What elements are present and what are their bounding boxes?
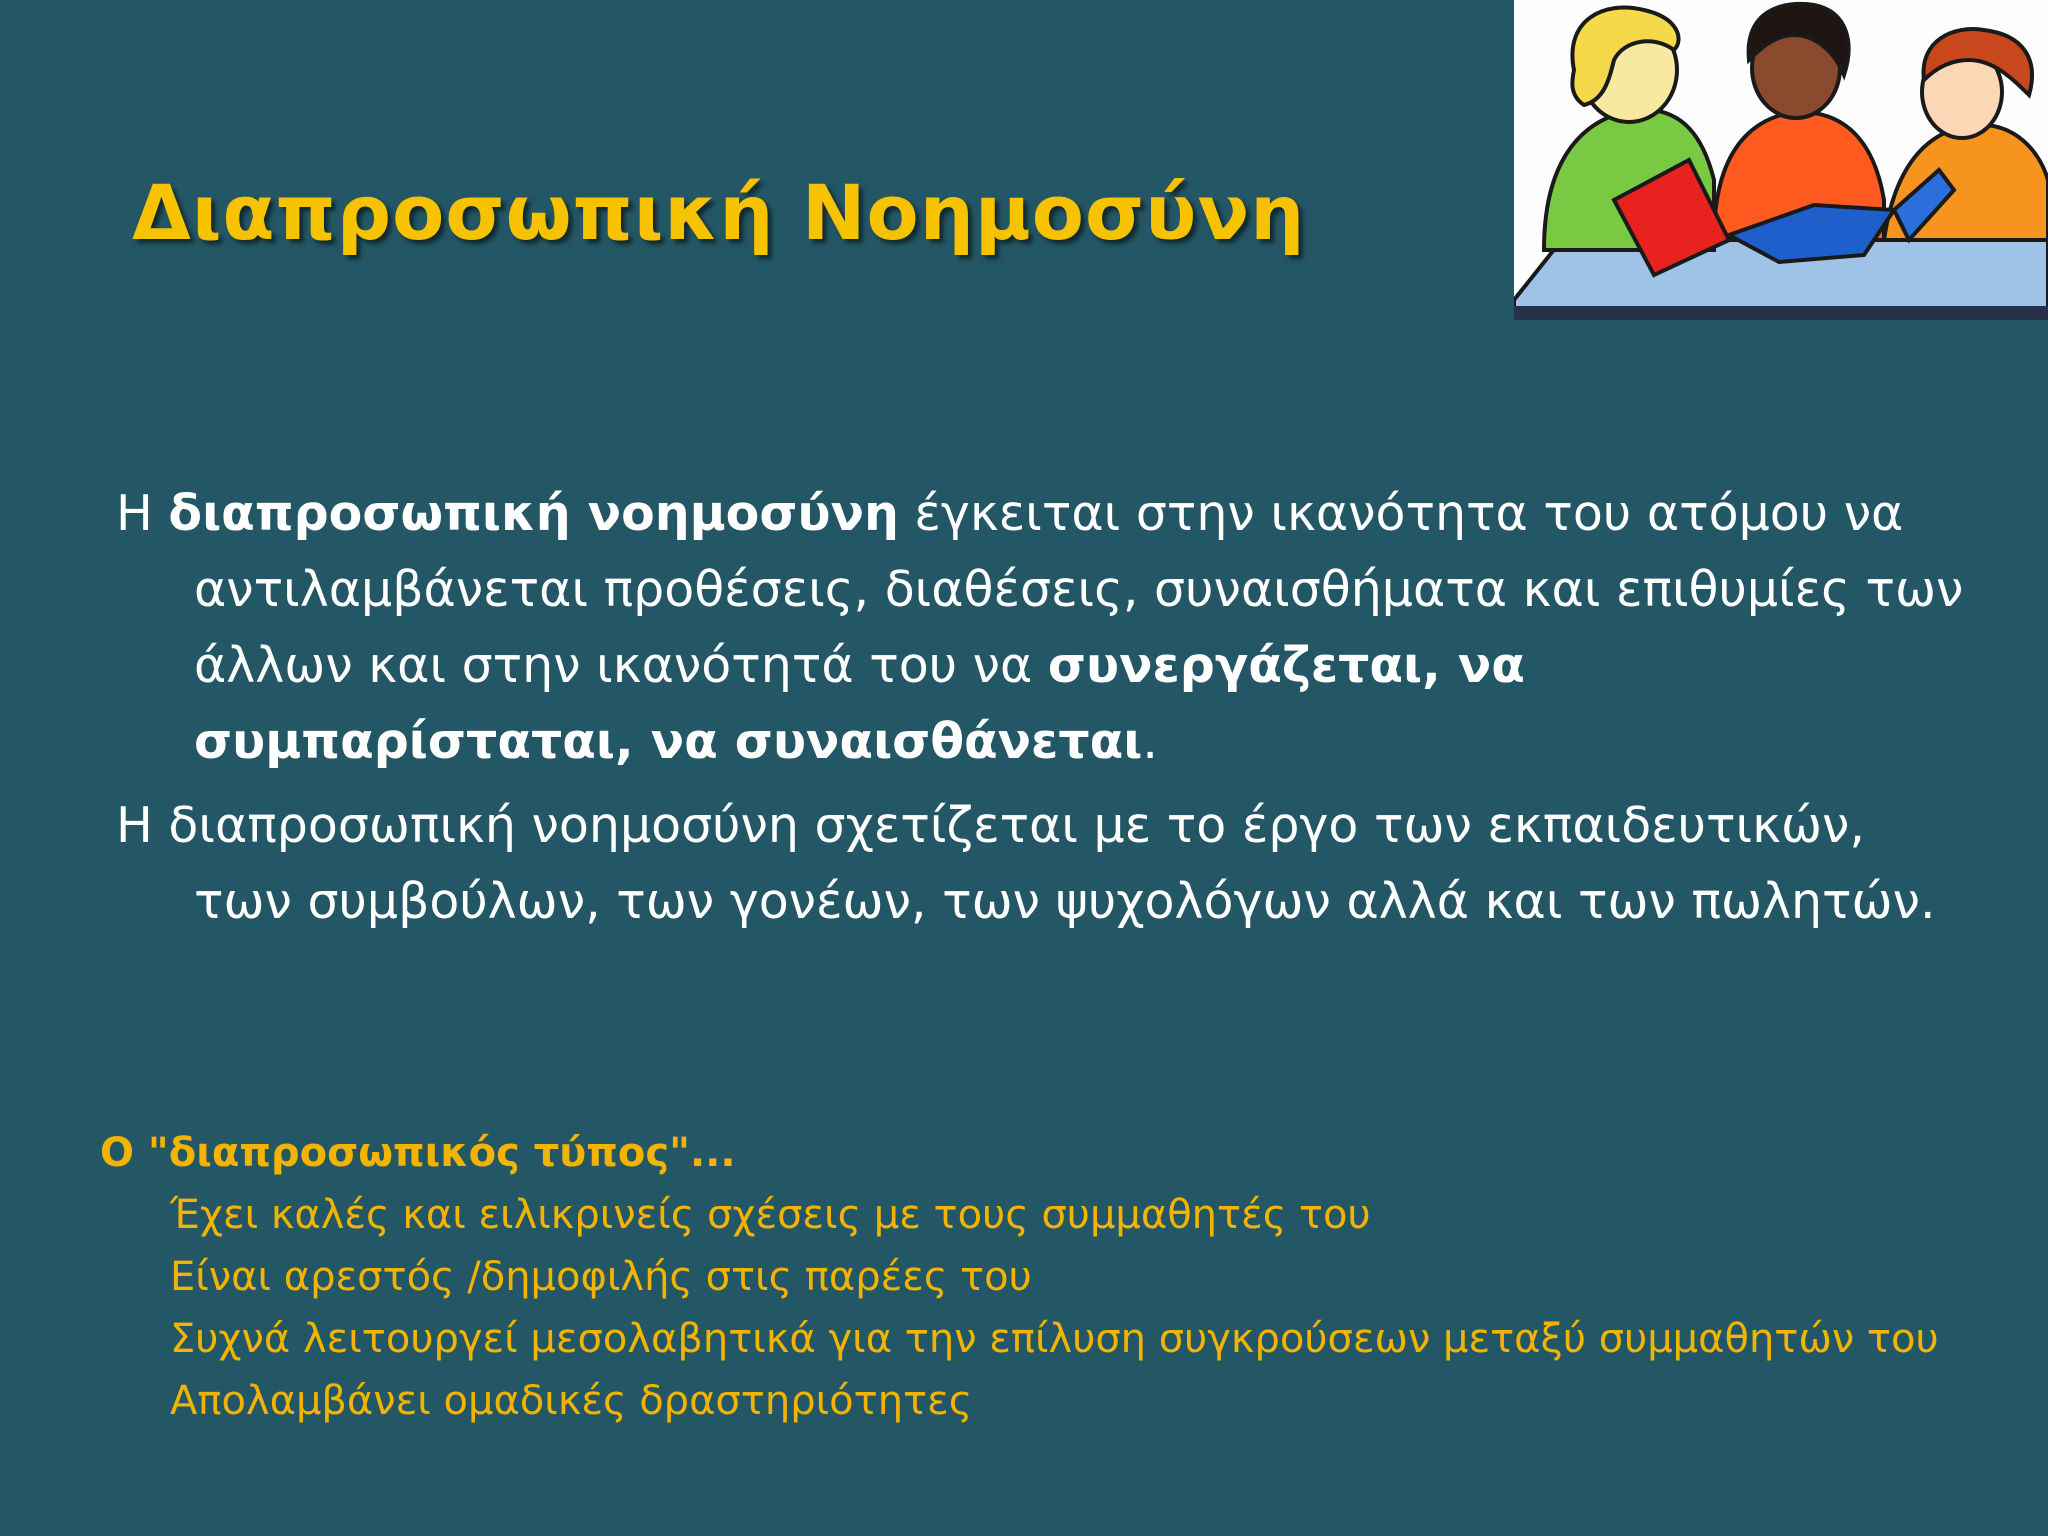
profile-list xyxy=(100,1184,2020,1432)
definition-text-1: Η xyxy=(116,485,169,542)
children-reading-icon xyxy=(1514,0,2048,320)
profile-item: Απολαμβάνει ομαδικές δραστηριότητες xyxy=(170,1378,973,1424)
definition-term: διαπροσωπική νοημοσύνη xyxy=(168,485,899,542)
definition-text-3: . xyxy=(1142,713,1158,770)
slide-title: Διαπροσωπική Νοημοσύνη xyxy=(132,168,1306,257)
slide-body xyxy=(116,476,1966,948)
professions-paragraph: Η διαπροσωπική νοημοσύνη σχετίζεται με το έργο των εκπαιδευτικών, των συμβούλων, των γονέων, των ψυχολόγων αλλά και των πωλητών. xyxy=(116,797,1936,930)
profile-item: Συχνά λειτουργεί μεσολαβητικά για την επίλυση συγκρούσεων μεταξύ συμμαθητών του xyxy=(170,1316,1939,1362)
children-reading-illustration xyxy=(1514,0,2048,320)
definition-emphasis: συνεργάζεται, να συμπαρίσταται, να συναισθάνεται xyxy=(194,637,1525,770)
profile-section xyxy=(100,1122,2020,1432)
profile-item: Είναι αρεστός /δημοφιλής στις παρέες του xyxy=(170,1254,1032,1300)
definition-paragraph xyxy=(116,476,1966,780)
definition-text-2: έγκειται στην ικανότητα του ατόμου να αντιλαμβάνεται προθέσεις, διαθέσεις, συναισθήματα και επιθυμίες των άλλων και στην ικανότητά του να xyxy=(194,485,1964,694)
profile-heading: Ο "διαπροσωπικός τύπος"... xyxy=(100,1130,736,1176)
profile-item: Έχει καλές και ειλικρινείς σχέσεις με τους συμμαθητές του xyxy=(170,1192,1371,1238)
